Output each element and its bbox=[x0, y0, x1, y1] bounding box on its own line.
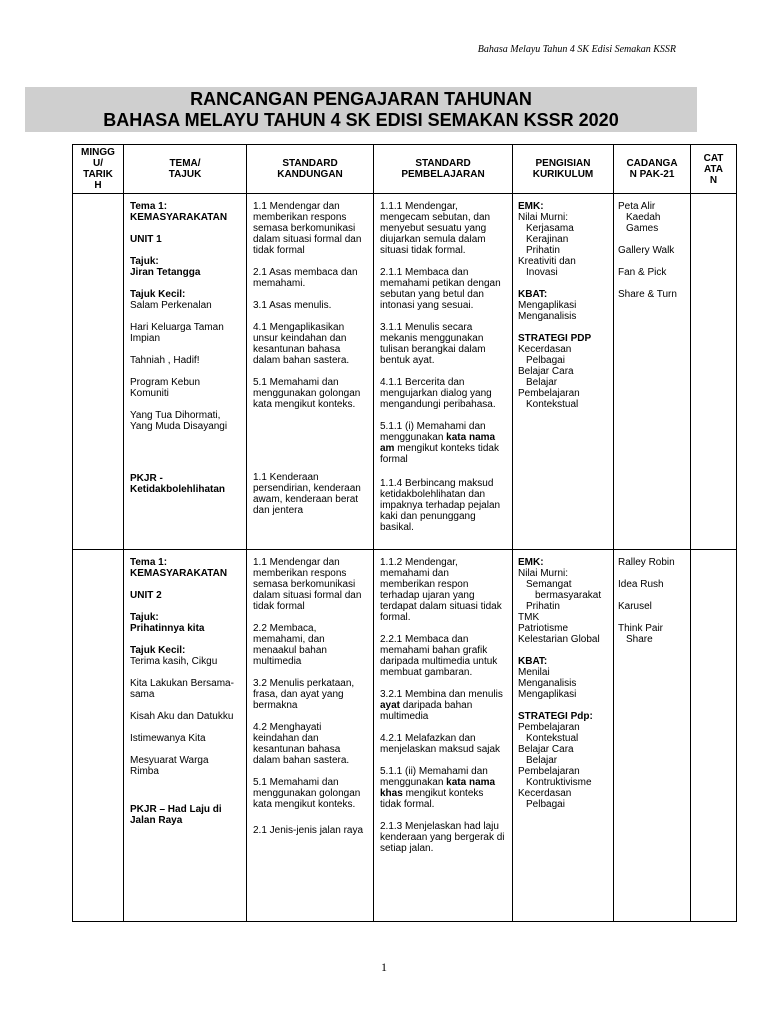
unit-label: UNIT 2 bbox=[130, 590, 162, 601]
standard-kandungan-item: 3.1 Asas menulis. bbox=[253, 300, 332, 311]
ayat-text: 3.2.1 Membina dan menulis bbox=[380, 689, 503, 700]
strategi-item: Pelbagai bbox=[526, 355, 565, 366]
subtopic: Kita Lakukan Bersama-sama bbox=[130, 678, 234, 700]
pak21-item: Gallery Walk bbox=[618, 245, 675, 256]
cell-standard-pembelajaran bbox=[374, 550, 513, 922]
header-text-line: STANDARD bbox=[415, 158, 471, 169]
strategi-label: STRATEGI Pdp: bbox=[518, 711, 593, 722]
standard-kandungan-item: 2.1 Asas membaca dan memahami. bbox=[253, 267, 358, 289]
header-text-line: N PAK-21 bbox=[629, 169, 675, 180]
standard-kandungan-item: 5.1 Memahami dan menggunakan golongan kata mengikut konteks. bbox=[253, 377, 361, 410]
tajuk-name: Jiran Tetangga bbox=[130, 267, 201, 278]
emk-item: Patriotisme bbox=[518, 623, 569, 634]
strategi-item: Belajar Cara bbox=[518, 744, 574, 755]
subtopic: Salam Perkenalan bbox=[130, 300, 212, 311]
nilai-label: Nilai Murni: bbox=[518, 568, 569, 579]
strategi-item: Kontruktivisme bbox=[526, 777, 592, 788]
strategi-item: Pembelajaran bbox=[518, 722, 580, 733]
header-text-line: STANDARD bbox=[282, 158, 338, 169]
pak21-item: Think Pair bbox=[618, 623, 664, 634]
cell-pengisian-kurikulum bbox=[513, 550, 614, 922]
header-tema bbox=[124, 145, 247, 194]
header-text-line: MINGG bbox=[81, 147, 115, 158]
header-catatan bbox=[691, 145, 737, 194]
nilai-item: bermasyarakat bbox=[535, 590, 602, 601]
cell-cadangan-pak21 bbox=[614, 550, 691, 922]
standard-pembelajaran-item bbox=[380, 689, 506, 722]
tajuk-kecil-label: Tajuk Kecil: bbox=[130, 645, 186, 656]
cell-catatan bbox=[691, 194, 737, 550]
kbat-item: Mengaplikasi bbox=[518, 300, 577, 311]
nilai-label: Nilai Murni: bbox=[518, 212, 569, 223]
pak21-item: Kaedah bbox=[626, 212, 661, 223]
tajuk-kecil-label: Tajuk Kecil: bbox=[130, 289, 186, 300]
nilai-item: Kerjasama bbox=[526, 223, 574, 234]
header-text-line: CAT bbox=[703, 152, 724, 164]
header-text-line: PEMBELAJARAN bbox=[401, 169, 485, 180]
cell-standard-kandungan bbox=[247, 550, 374, 922]
cell-pengisian-kurikulum bbox=[513, 194, 614, 550]
header-text-line: H bbox=[94, 180, 102, 191]
subtopic: Istimewanya Kita bbox=[130, 733, 206, 744]
standard-pembelajaran-item: 4.1.1 Bercerita dan mengujarkan dialog yang mengandungi peribahasa. bbox=[380, 377, 496, 410]
strategi-item: Kontekstual bbox=[526, 399, 579, 410]
standard-pembelajaran-item bbox=[380, 766, 506, 810]
subtopic: Mesyuarat Warga Rimba bbox=[130, 755, 209, 777]
khas-bold: kata nama bbox=[446, 777, 496, 788]
emk-label: EMK: bbox=[518, 557, 544, 568]
title-line-2: BAHASA MELAYU TAHUN 4 SK EDISI SEMAKAN KSSR 2020 bbox=[103, 110, 619, 130]
header-text-line: KURIKULUM bbox=[532, 169, 594, 180]
kbat-label: KBAT: bbox=[518, 289, 548, 300]
title-line-1: RANCANGAN PENGAJARAN TAHUNAN bbox=[190, 89, 532, 109]
tema-name: KEMASYARAKATAN bbox=[130, 212, 228, 223]
subtopic: Hari Keluarga Taman Impian bbox=[130, 322, 224, 344]
pak21-item: Share bbox=[626, 634, 653, 645]
standard-kandungan-item: 1.1 Mendengar dan memberikan respons semasa berkomunikasi dalam situasi formal dan tidak formal bbox=[253, 557, 362, 612]
header-text-line: KANDUNGAN bbox=[277, 169, 343, 180]
cell-standard-pembelajaran bbox=[374, 194, 513, 550]
kata-text: mengikut konteks tidak formal bbox=[380, 443, 499, 465]
nilai-item: Kerajinan bbox=[526, 234, 569, 245]
pak21-item: Karusel bbox=[618, 601, 652, 612]
subtopic: Yang Tua Dihormati, Yang Muda Disayangi bbox=[130, 410, 228, 432]
strategi-item: Pembelajaran bbox=[518, 388, 580, 399]
tema-name: KEMASYARAKATAN bbox=[130, 568, 228, 579]
header-text-line: N bbox=[709, 174, 718, 186]
kreativiti-item: Inovasi bbox=[526, 267, 558, 278]
pak21-item: Games bbox=[626, 223, 659, 234]
standard-pembelajaran-item: 4.2.1 Melafazkan dan menjelaskan maksud sajak bbox=[380, 733, 501, 755]
header-text-line: U/ bbox=[93, 158, 103, 169]
page-number: 1 bbox=[381, 960, 387, 974]
emk-label: EMK: bbox=[518, 201, 544, 212]
ayat-text: daripada bahan multimedia bbox=[380, 700, 473, 722]
header-standard-kandungan bbox=[247, 145, 374, 194]
emk-item: Kelestarian Global bbox=[518, 634, 600, 645]
running-header: Bahasa Melayu Tahun 4 SK Edisi Semakan KSSR bbox=[477, 44, 676, 55]
subtopic: Tahniah , Hadif! bbox=[130, 355, 200, 366]
pkjr-topic: PKJR – Had Laju di Jalan Raya bbox=[130, 804, 222, 826]
header-text-line: CADANGA bbox=[626, 158, 678, 169]
strategi-item: Kecerdasan bbox=[518, 344, 572, 355]
pak21-item: Ralley Robin bbox=[618, 557, 675, 568]
standard-pembelajaran-item: 1.1.1 Mendengar, mengecam sebutan, dan menyebut sesuatu yang diujarkan semula dalam situasi tidak formal. bbox=[380, 201, 491, 256]
strategi-item: Belajar bbox=[526, 377, 558, 388]
nilai-item: Prihatin bbox=[526, 601, 560, 612]
cell-tema bbox=[124, 550, 247, 922]
standard-pembelajaran-item: 3.1.1 Menulis secara mekanis menggunakan tulisan berangkai dalam bentuk ayat. bbox=[380, 322, 486, 366]
khas-text: mengikut konteks tidak formal. bbox=[380, 788, 484, 810]
standard-kandungan-item: 1.1 Kenderaan persendirian, kenderaan awam, kenderaan berat dan jentera bbox=[253, 472, 361, 516]
standard-kandungan-item: 2.1 Jenis-jenis jalan raya bbox=[253, 825, 364, 836]
tajuk-name: Prihatinnya kita bbox=[130, 623, 205, 634]
standard-pembelajaran-item: 1.1.2 Mendengar, memahami dan memberikan respon terhadap ujaran yang terdapat dalam situasi tidak formal. bbox=[380, 557, 502, 623]
pkjr-topic: PKJR - Ketidakbolehlihatan bbox=[130, 473, 226, 495]
header-pengisian-kurikulum bbox=[513, 145, 614, 194]
cell-minggu bbox=[73, 194, 124, 550]
kbat-label: KBAT: bbox=[518, 656, 548, 667]
tema-label: Tema 1: bbox=[130, 557, 168, 568]
subtopic: Program Kebun Komuniti bbox=[130, 377, 201, 399]
cell-minggu bbox=[73, 550, 124, 922]
strategi-item: Kecerdasan bbox=[518, 788, 572, 799]
strategi-item: Kontekstual bbox=[526, 733, 579, 744]
subtopic: Terima kasih, Cikgu bbox=[130, 656, 218, 667]
cell-standard-kandungan bbox=[247, 194, 374, 550]
unit-label: UNIT 1 bbox=[130, 234, 162, 245]
standard-pembelajaran-item: 2.1.1 Membaca dan memahami petikan dengan sebutan yang betul dan intonasi yang sesuai. bbox=[380, 267, 501, 311]
table-row bbox=[73, 194, 737, 550]
strategi-item: Belajar Cara bbox=[518, 366, 574, 377]
header-text-line: TEMA/ bbox=[169, 158, 201, 169]
standard-kandungan-item: 5.1 Memahami dan menggunakan golongan kata mengikut konteks. bbox=[253, 777, 361, 810]
header-row bbox=[73, 145, 737, 194]
lesson-plan-table bbox=[72, 144, 737, 922]
standard-kandungan-item: 2.2 Membaca, memahami, dan menaakul bahan multimedia bbox=[253, 623, 327, 667]
nilai-item: Semangat bbox=[526, 579, 572, 590]
kreativiti-label: Kreativiti dan bbox=[518, 256, 576, 267]
pkjr-standard: 1.1.4 Berbincang maksud ketidakbolehlihatan dan impaknya terhadap pejalan kaki dan penunggang basikal. bbox=[380, 478, 501, 533]
tajuk-label: Tajuk: bbox=[130, 612, 159, 623]
header-cadangan-pak21 bbox=[614, 145, 691, 194]
header-text-line: ATA bbox=[703, 163, 724, 175]
kbat-item: Menilai bbox=[518, 667, 550, 678]
tema-label: Tema 1: bbox=[130, 201, 168, 212]
tajuk-label: Tajuk: bbox=[130, 256, 159, 267]
khas-bold: khas bbox=[380, 788, 403, 799]
standard-kandungan-item: 4.2 Menghayati keindahan dan kesantunan bahasa dalam bahan sastera. bbox=[253, 722, 350, 766]
pak21-item: Fan & Pick bbox=[618, 267, 667, 278]
strategi-label: STRATEGI PDP bbox=[518, 333, 592, 344]
khas-text: 5.1.1 (ii) Memahami dan menggunakan bbox=[380, 766, 488, 788]
ayat-bold: ayat bbox=[380, 700, 401, 711]
header-standard-pembelajaran bbox=[374, 145, 513, 194]
standard-kandungan-item: 4.1 Mengaplikasikan unsur keindahan dan kesantunan bahasa dalam bahan sastera. bbox=[253, 322, 350, 366]
cell-tema bbox=[124, 194, 247, 550]
kata-bold: kata nama am bbox=[380, 432, 496, 454]
subtopic: Kisah Aku dan Datukku bbox=[130, 711, 234, 722]
pkjr-standard: 2.1.3 Menjelaskan had laju kenderaan yang bergerak di setiap jalan. bbox=[380, 821, 505, 854]
table-row bbox=[73, 550, 737, 922]
kbat-item: Mengaplikasi bbox=[518, 689, 577, 700]
header-text-line: PENGISIAN bbox=[535, 158, 591, 169]
cell-catatan bbox=[691, 550, 737, 922]
pak21-item: Share & Turn bbox=[618, 289, 677, 300]
kbat-item: Menganalisis bbox=[518, 311, 577, 322]
header-text-line: TARIK bbox=[83, 169, 113, 180]
emk-item: TMK bbox=[518, 612, 540, 623]
standard-kandungan-item: 1.1 Mendengar dan memberikan respons semasa berkomunikasi dalam situasi formal dan tidak formal bbox=[253, 201, 362, 256]
standard-kandungan-item: 3.2 Menulis perkataan, frasa, dan ayat yang bermakna bbox=[253, 678, 355, 711]
cell-cadangan-pak21 bbox=[614, 194, 691, 550]
pak21-item: Idea Rush bbox=[618, 579, 664, 590]
kata-text: 5.1.1 (i) Memahami dan menggunakan bbox=[380, 421, 486, 443]
strategi-item: Pembelajaran bbox=[518, 766, 580, 777]
header-minggu bbox=[73, 145, 124, 194]
header-text-line: TAJUK bbox=[168, 169, 202, 180]
standard-pembelajaran-item: 2.2.1 Membaca dan memahami bahan grafik daripada multimedia untuk membuat gambaran. bbox=[380, 634, 498, 678]
strategi-item: Belajar bbox=[526, 755, 558, 766]
kbat-item: Menganalisis bbox=[518, 678, 577, 689]
strategi-item: Pelbagai bbox=[526, 799, 565, 810]
document-title bbox=[25, 87, 697, 132]
pak21-item: Peta Alir bbox=[618, 201, 656, 212]
standard-pembelajaran-item bbox=[380, 421, 506, 465]
nilai-item: Prihatin bbox=[526, 245, 560, 256]
